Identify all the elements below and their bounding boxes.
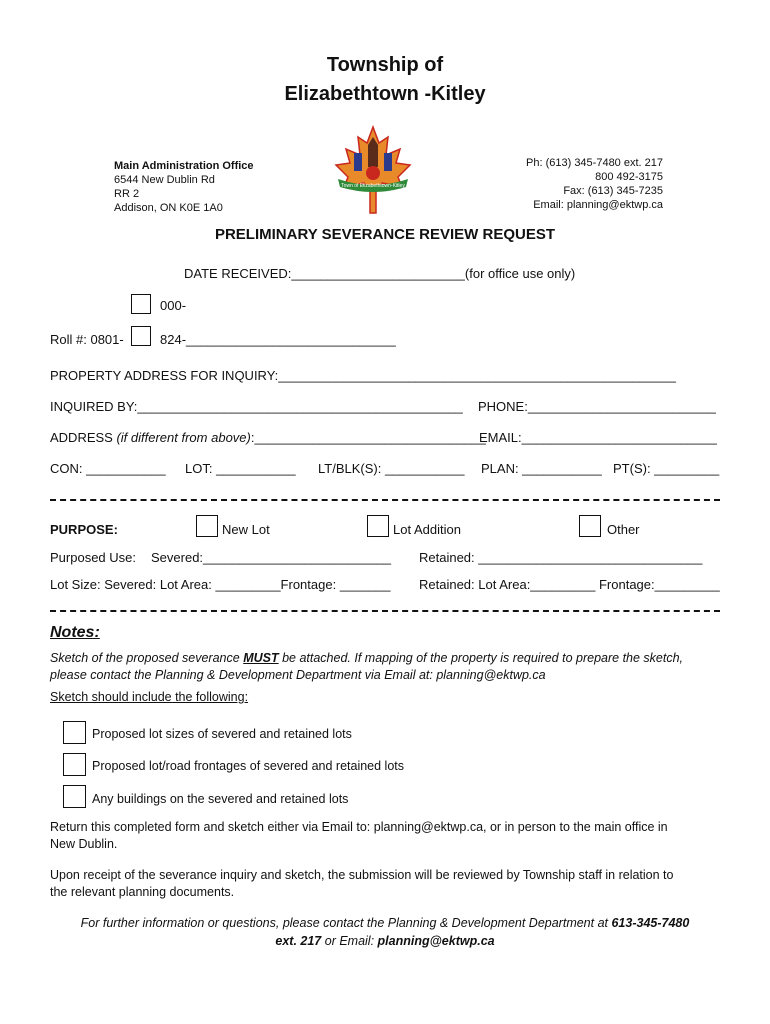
sketch-item-2-label: Proposed lot/road frontages of severed and retained lots xyxy=(92,759,405,773)
sketch-item-3-label: Any buildings on the severed and retained lots xyxy=(92,792,349,806)
contact-ext: ext. 217 xyxy=(275,934,322,948)
return-line-2: New Dublin. xyxy=(50,837,118,851)
address-note: (if different from above) xyxy=(116,430,251,445)
sketch-item-2-checkbox[interactable] xyxy=(63,753,86,776)
severed-use-field[interactable]: Severed:__________________________ xyxy=(151,550,392,565)
contact-email-address[interactable]: planning@ektwp.ca xyxy=(377,934,495,948)
contact-email: Email: planning@ektwp.ca xyxy=(533,199,663,211)
lot-size-severed-field[interactable]: Lot Size: Severed: Lot Area: _________Frontage: _______ xyxy=(50,577,391,592)
sketch-item-3-checkbox[interactable] xyxy=(63,785,86,808)
purposed-use-label: Purposed Use: xyxy=(50,550,136,565)
must-emphasis: MUST xyxy=(243,651,279,665)
sketch-include-heading: Sketch should include the following: xyxy=(50,690,249,704)
sketch-note-line-1: Sketch of the proposed severance MUST be attached. If mapping of the property is required to prepare the sketch, xyxy=(50,651,684,665)
contact-fax: Fax: (613) 345-7235 xyxy=(563,185,663,197)
email-field[interactable]: EMAIL:___________________________ xyxy=(479,430,717,445)
lot-field[interactable]: LOT: ___________ xyxy=(185,461,296,476)
lot-size-retained-field[interactable]: Retained: Lot Area:_________ Frontage:_________ xyxy=(419,577,720,592)
retained-use-field[interactable]: Retained: _______________________________ xyxy=(419,550,703,565)
logo-banner-text: Town of Elizabethtown-Kitley xyxy=(341,183,405,189)
review-line-1: Upon receipt of the severance inquiry and sketch, the submission will be reviewed by Township staff in relation to xyxy=(50,868,674,882)
office-street: 6544 New Dublin Rd xyxy=(114,174,215,186)
review-line-2: the relevant planning documents. xyxy=(50,885,235,899)
lt-blk-field[interactable]: LT/BLK(S): ___________ xyxy=(318,461,465,476)
address-line: :________________________________ xyxy=(250,430,486,445)
plan-field[interactable]: PLAN: ___________ xyxy=(481,461,602,476)
date-received: DATE RECEIVED:________________________(for office use only) xyxy=(184,266,576,281)
address-label: ADDRESS xyxy=(50,430,117,445)
divider-1 xyxy=(50,499,720,501)
contact-tollfree: 800 492-3175 xyxy=(595,171,663,183)
roll-prefix-000: 000- xyxy=(160,298,187,313)
purpose-lot-addition-checkbox[interactable] xyxy=(367,515,389,537)
title-line-2: Elizabethtown -Kitley xyxy=(284,83,486,105)
purpose-other-checkbox[interactable] xyxy=(579,515,601,537)
address-field[interactable] xyxy=(50,430,486,445)
purpose-lot-addition-label: Lot Addition xyxy=(393,522,461,537)
notes-heading: Notes: xyxy=(50,624,100,641)
purpose-other-label: Other xyxy=(607,522,640,537)
purpose-new-lot-checkbox[interactable] xyxy=(196,515,218,537)
sketch-note-line-2: please contact the Planning & Development Department via Email at: planning@ektwp.ca xyxy=(50,668,546,682)
contact-phone-number: 613-345-7480 xyxy=(611,916,690,930)
contact-line-2: ext. 217 or Email: planning@ektwp.ca xyxy=(275,934,495,948)
roll-label: Roll #: 0801- xyxy=(50,332,124,347)
roll-checkbox-000[interactable] xyxy=(131,294,151,314)
con-field[interactable]: CON: ___________ xyxy=(50,461,166,476)
office-rr: RR 2 xyxy=(114,188,140,200)
purpose-label: PURPOSE: xyxy=(50,522,118,537)
pt-field[interactable]: PT(S): _________ xyxy=(613,461,720,476)
office-city: Addison, ON K0E 1A0 xyxy=(114,202,223,214)
office-name: Main Administration Office xyxy=(114,160,254,172)
inquired-by-field[interactable]: INQUIRED BY:_____________________________________________ xyxy=(50,399,463,414)
roll-checkbox-824[interactable] xyxy=(131,326,151,346)
divider-2 xyxy=(50,610,720,612)
contact-line-1: For further information or questions, please contact the Planning & Development Department at 613-345-7480 xyxy=(80,916,690,930)
sketch-item-1-checkbox[interactable] xyxy=(63,721,86,744)
purpose-new-lot-label: New Lot xyxy=(222,522,270,537)
property-address-field[interactable]: PROPERTY ADDRESS FOR INQUIRY:_______________________________________________________ xyxy=(50,368,676,383)
township-logo xyxy=(332,125,414,217)
form-heading: PRELIMINARY SEVERANCE REVIEW REQUEST xyxy=(214,226,556,243)
title-line-1: Township of xyxy=(326,54,444,76)
roll-prefix-824[interactable]: 824-_____________________________ xyxy=(160,332,396,347)
contact-phone: Ph: (613) 345-7480 ext. 217 xyxy=(526,157,663,169)
sketch-item-1-label: Proposed lot sizes of severed and retained lots xyxy=(92,727,352,741)
phone-field[interactable]: PHONE:__________________________ xyxy=(478,399,716,414)
return-line-1: Return this completed form and sketch either via Email to: planning@ektwp.ca, or in person to the main office in xyxy=(50,820,668,834)
